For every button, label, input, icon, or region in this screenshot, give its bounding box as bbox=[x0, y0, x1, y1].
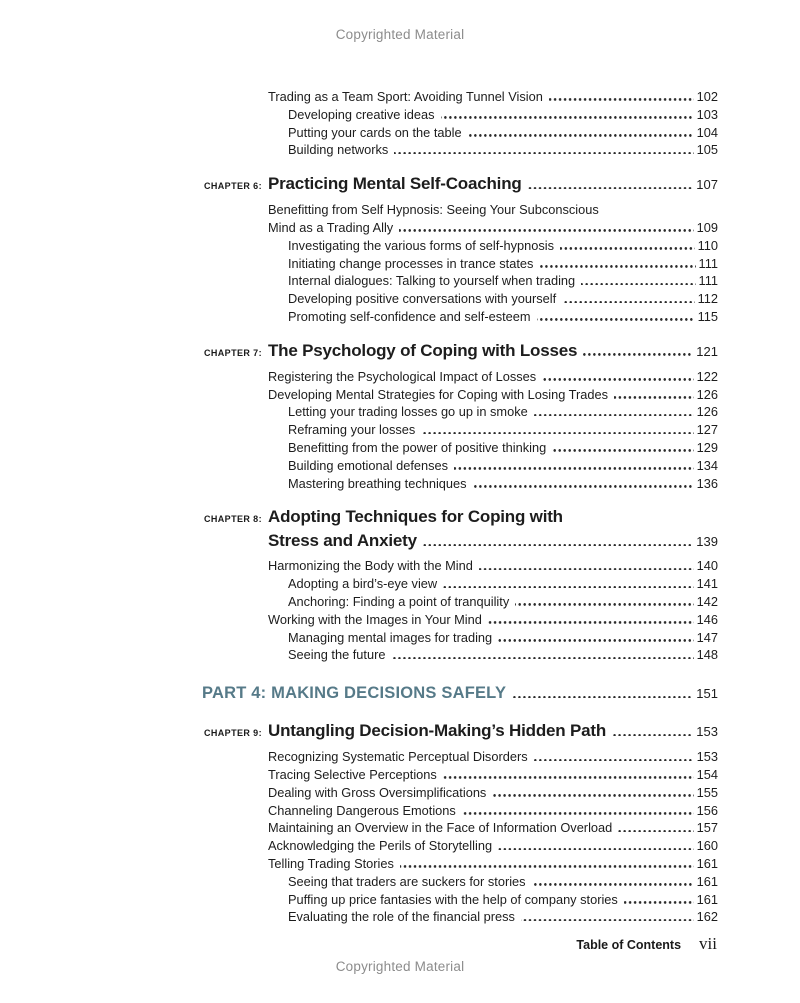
page-number: 157 bbox=[696, 820, 718, 836]
chapter-title: Stress and Anxiety bbox=[268, 531, 417, 551]
toc-row-l1 bbox=[200, 766, 718, 784]
toc-row-l1 bbox=[200, 748, 718, 766]
entry-title: Maintaining an Overview in the Face of Information Overload bbox=[268, 820, 613, 836]
toc-row-l1 bbox=[200, 368, 718, 386]
entry-title: Dealing with Gross Oversimplifications bbox=[268, 784, 487, 800]
toc-row-l1 bbox=[200, 219, 718, 237]
page-number: 105 bbox=[696, 142, 718, 158]
page-number: 109 bbox=[696, 219, 718, 235]
toc-row-l2 bbox=[200, 141, 718, 159]
entry-title: Mind as a Trading Ally bbox=[268, 219, 394, 235]
page-number: 115 bbox=[697, 308, 718, 324]
entry-title: Building networks bbox=[288, 142, 389, 158]
part-title: PART 4: MAKING DECISIONS SAFELY bbox=[202, 684, 507, 703]
toc-row-l2 bbox=[200, 124, 718, 142]
entry-title: Building emotional defenses bbox=[288, 457, 449, 473]
dot-leader bbox=[528, 187, 694, 190]
page-number: 122 bbox=[696, 368, 718, 384]
page-number: 126 bbox=[696, 386, 718, 402]
dot-leader bbox=[443, 586, 693, 589]
dot-leader bbox=[394, 152, 693, 155]
page-number: 161 bbox=[696, 891, 718, 907]
toc-row-chapter bbox=[200, 720, 718, 744]
page-number: 139 bbox=[696, 534, 718, 550]
toc-row-l2 bbox=[200, 439, 718, 457]
dot-leader bbox=[462, 812, 694, 815]
dot-leader bbox=[515, 603, 693, 606]
entry-title: Benefitting from the power of positive thinking bbox=[288, 439, 547, 455]
dot-leader bbox=[423, 544, 693, 547]
page-number: 153 bbox=[696, 724, 718, 740]
page-number: 162 bbox=[696, 909, 718, 925]
dot-leader bbox=[512, 696, 693, 699]
dot-leader bbox=[618, 830, 693, 833]
toc-row-l1 bbox=[200, 802, 718, 820]
toc-row-l1 bbox=[200, 201, 718, 219]
chapter-label: CHAPTER 9: bbox=[203, 728, 262, 739]
entry-title: Registering the Psychological Impact of Losses bbox=[268, 368, 537, 384]
copyright-notice-bottom: Copyrighted Material bbox=[335, 959, 465, 974]
dot-leader bbox=[443, 776, 694, 779]
entry-title: Initiating change processes in trance states bbox=[288, 255, 534, 271]
chapter-label: CHAPTER 8: bbox=[203, 514, 262, 525]
dot-leader bbox=[581, 283, 695, 286]
toc-row-l2 bbox=[200, 290, 718, 308]
page-number: 161 bbox=[696, 873, 718, 889]
entry-title: Tracing Selective Perceptions bbox=[268, 766, 437, 782]
page-number: 103 bbox=[696, 106, 718, 122]
page-number: 121 bbox=[696, 343, 718, 359]
toc-row-chapter bbox=[200, 173, 718, 197]
page-number: 161 bbox=[696, 855, 718, 871]
dot-leader bbox=[614, 396, 694, 399]
page-number: 126 bbox=[696, 404, 718, 420]
page-number: 129 bbox=[696, 439, 718, 455]
toc-row-l2 bbox=[200, 575, 718, 593]
chapter-title: Practicing Mental Self-Coaching bbox=[268, 174, 522, 194]
toc-row-l1 bbox=[200, 837, 718, 855]
entry-title: Investigating the various forms of self-hypnosis bbox=[288, 237, 555, 253]
dot-leader bbox=[560, 247, 695, 250]
dot-leader bbox=[421, 432, 693, 435]
toc-row-l2 bbox=[200, 457, 718, 475]
chapter-title: The Psychology of Coping with Losses bbox=[268, 340, 578, 360]
entry-title: Acknowledging the Perils of Storytelling bbox=[268, 838, 493, 854]
page-number: 146 bbox=[696, 611, 718, 627]
dot-leader bbox=[399, 229, 693, 232]
footer-section-label: Table of Contents bbox=[576, 938, 682, 952]
toc-row-l2 bbox=[200, 593, 718, 611]
toc-row-l2 bbox=[200, 106, 718, 124]
toc-row-l2 bbox=[200, 272, 718, 290]
dot-leader bbox=[468, 134, 694, 137]
entry-title: Reframing your losses bbox=[288, 422, 416, 438]
toc-row-l2 bbox=[200, 629, 718, 647]
chapter-label: CHAPTER 7: bbox=[203, 347, 262, 358]
dot-leader bbox=[532, 883, 694, 886]
page-number: 107 bbox=[696, 177, 718, 193]
chapter-title: Untangling Decision-Making’s Hidden Path bbox=[268, 721, 607, 741]
toc-row-l1 bbox=[200, 88, 718, 106]
dot-leader bbox=[562, 301, 694, 304]
footer-page-number: vii bbox=[699, 934, 717, 953]
dot-leader bbox=[391, 657, 693, 660]
page-number: 102 bbox=[696, 89, 718, 104]
page-number: 147 bbox=[696, 629, 718, 645]
dot-leader bbox=[441, 116, 694, 119]
dot-leader bbox=[624, 901, 694, 904]
entry-title: Managing mental images for trading bbox=[288, 629, 493, 645]
entry-title: Developing positive conversations with yourself bbox=[288, 291, 557, 307]
dot-leader bbox=[521, 919, 694, 922]
toc-row-chapter bbox=[200, 340, 718, 364]
chapter-label: CHAPTER 6: bbox=[203, 181, 262, 192]
dot-leader bbox=[534, 414, 694, 417]
page-number: 141 bbox=[696, 576, 718, 592]
entry-title: Promoting self-confidence and self-esteem bbox=[288, 308, 531, 324]
page-number: 111 bbox=[698, 255, 718, 271]
dot-leader bbox=[488, 621, 694, 624]
dot-leader bbox=[479, 568, 694, 571]
page-number: 160 bbox=[696, 838, 718, 854]
entry-title: Internal dialogues: Talking to yourself when trading bbox=[288, 273, 576, 289]
toc-row-chapter bbox=[200, 506, 718, 530]
dot-leader bbox=[492, 794, 693, 797]
dot-leader bbox=[534, 759, 694, 762]
entry-title: Evaluating the role of the financial press bbox=[288, 909, 515, 925]
dot-leader bbox=[498, 848, 694, 851]
entry-title: Seeing that traders are suckers for stories bbox=[288, 873, 526, 889]
toc-row-l2 bbox=[200, 873, 718, 891]
toc-row-l2 bbox=[200, 237, 718, 255]
toc-row-l2 bbox=[200, 891, 718, 909]
dot-leader bbox=[454, 467, 694, 470]
page-number: 112 bbox=[697, 291, 718, 307]
page-number: 104 bbox=[696, 124, 718, 140]
entry-title: Telling Trading Stories bbox=[268, 855, 394, 871]
toc-row-l1 bbox=[200, 784, 718, 802]
page-number: 134 bbox=[696, 457, 718, 473]
dot-leader bbox=[539, 265, 695, 268]
toc-row-l2 bbox=[200, 646, 718, 664]
toc-row-l2 bbox=[200, 308, 718, 326]
toc-row-l2 bbox=[200, 403, 718, 421]
page-number: 148 bbox=[696, 647, 718, 663]
toc-row-l2 bbox=[200, 421, 718, 439]
toc-row-l2 bbox=[200, 255, 718, 273]
page-number: 127 bbox=[696, 422, 718, 438]
entry-title: Anchoring: Finding a point of tranquility bbox=[288, 593, 510, 609]
entry-title: Mastering breathing techniques bbox=[288, 475, 467, 491]
page-footer bbox=[576, 934, 717, 954]
page-number: 156 bbox=[696, 802, 718, 818]
page-number: 153 bbox=[696, 749, 718, 765]
entry-title: Letting your trading losses go up in smoke bbox=[288, 404, 528, 420]
page-number: 151 bbox=[696, 686, 718, 702]
chapter-title: Adopting Techniques for Coping with bbox=[268, 507, 563, 527]
toc-row-part bbox=[200, 681, 718, 706]
toc-list bbox=[200, 88, 718, 926]
dot-leader bbox=[549, 98, 694, 101]
page-number: 154 bbox=[696, 766, 718, 782]
dot-leader bbox=[400, 865, 694, 868]
page-number: 110 bbox=[697, 237, 718, 253]
toc-row-l2 bbox=[200, 475, 718, 493]
dot-leader bbox=[498, 639, 693, 642]
entry-title: Seeing the future bbox=[288, 647, 386, 663]
entry-title: Benefitting from Self Hypnosis: Seeing Your Subconscious bbox=[268, 202, 599, 218]
toc-row-l1 bbox=[200, 557, 718, 575]
toc-row-l1 bbox=[200, 819, 718, 837]
page-number: 136 bbox=[696, 475, 718, 491]
dot-leader bbox=[612, 734, 693, 737]
entry-title: Recognizing Systematic Perceptual Disorders bbox=[268, 749, 528, 765]
page-number: 142 bbox=[696, 593, 718, 609]
page-number: 140 bbox=[696, 558, 718, 574]
dot-leader bbox=[473, 485, 694, 488]
entry-title: Harmonizing the Body with the Mind bbox=[268, 558, 473, 574]
page-number: 111 bbox=[698, 273, 718, 289]
entry-title: Adopting a bird’s-eye view bbox=[288, 576, 438, 592]
entry-title: Working with the Images in Your Mind bbox=[268, 611, 482, 627]
copyright-notice-top: Copyrighted Material bbox=[335, 27, 465, 42]
toc-row-l2 bbox=[200, 908, 718, 926]
toc-row-l1 bbox=[200, 611, 718, 629]
entry-title: Developing creative ideas bbox=[288, 106, 435, 122]
page-number: 155 bbox=[696, 784, 718, 800]
toc-row-chapter bbox=[200, 530, 718, 553]
entry-title: Putting your cards on the table bbox=[288, 124, 462, 140]
entry-title: Developing Mental Strategies for Coping with Losing Trades bbox=[268, 386, 609, 402]
entry-title: Channeling Dangerous Emotions bbox=[268, 802, 456, 818]
entry-title: Puffing up price fantasies with the help of company stories bbox=[288, 891, 618, 907]
dot-leader bbox=[583, 353, 693, 356]
dot-leader bbox=[542, 378, 693, 381]
dot-leader bbox=[552, 449, 693, 452]
toc-row-l1 bbox=[200, 855, 718, 873]
entry-title: Trading as a Team Sport: Avoiding Tunnel Vision bbox=[268, 89, 543, 104]
toc-row-l1 bbox=[200, 386, 718, 404]
dot-leader bbox=[537, 318, 695, 321]
